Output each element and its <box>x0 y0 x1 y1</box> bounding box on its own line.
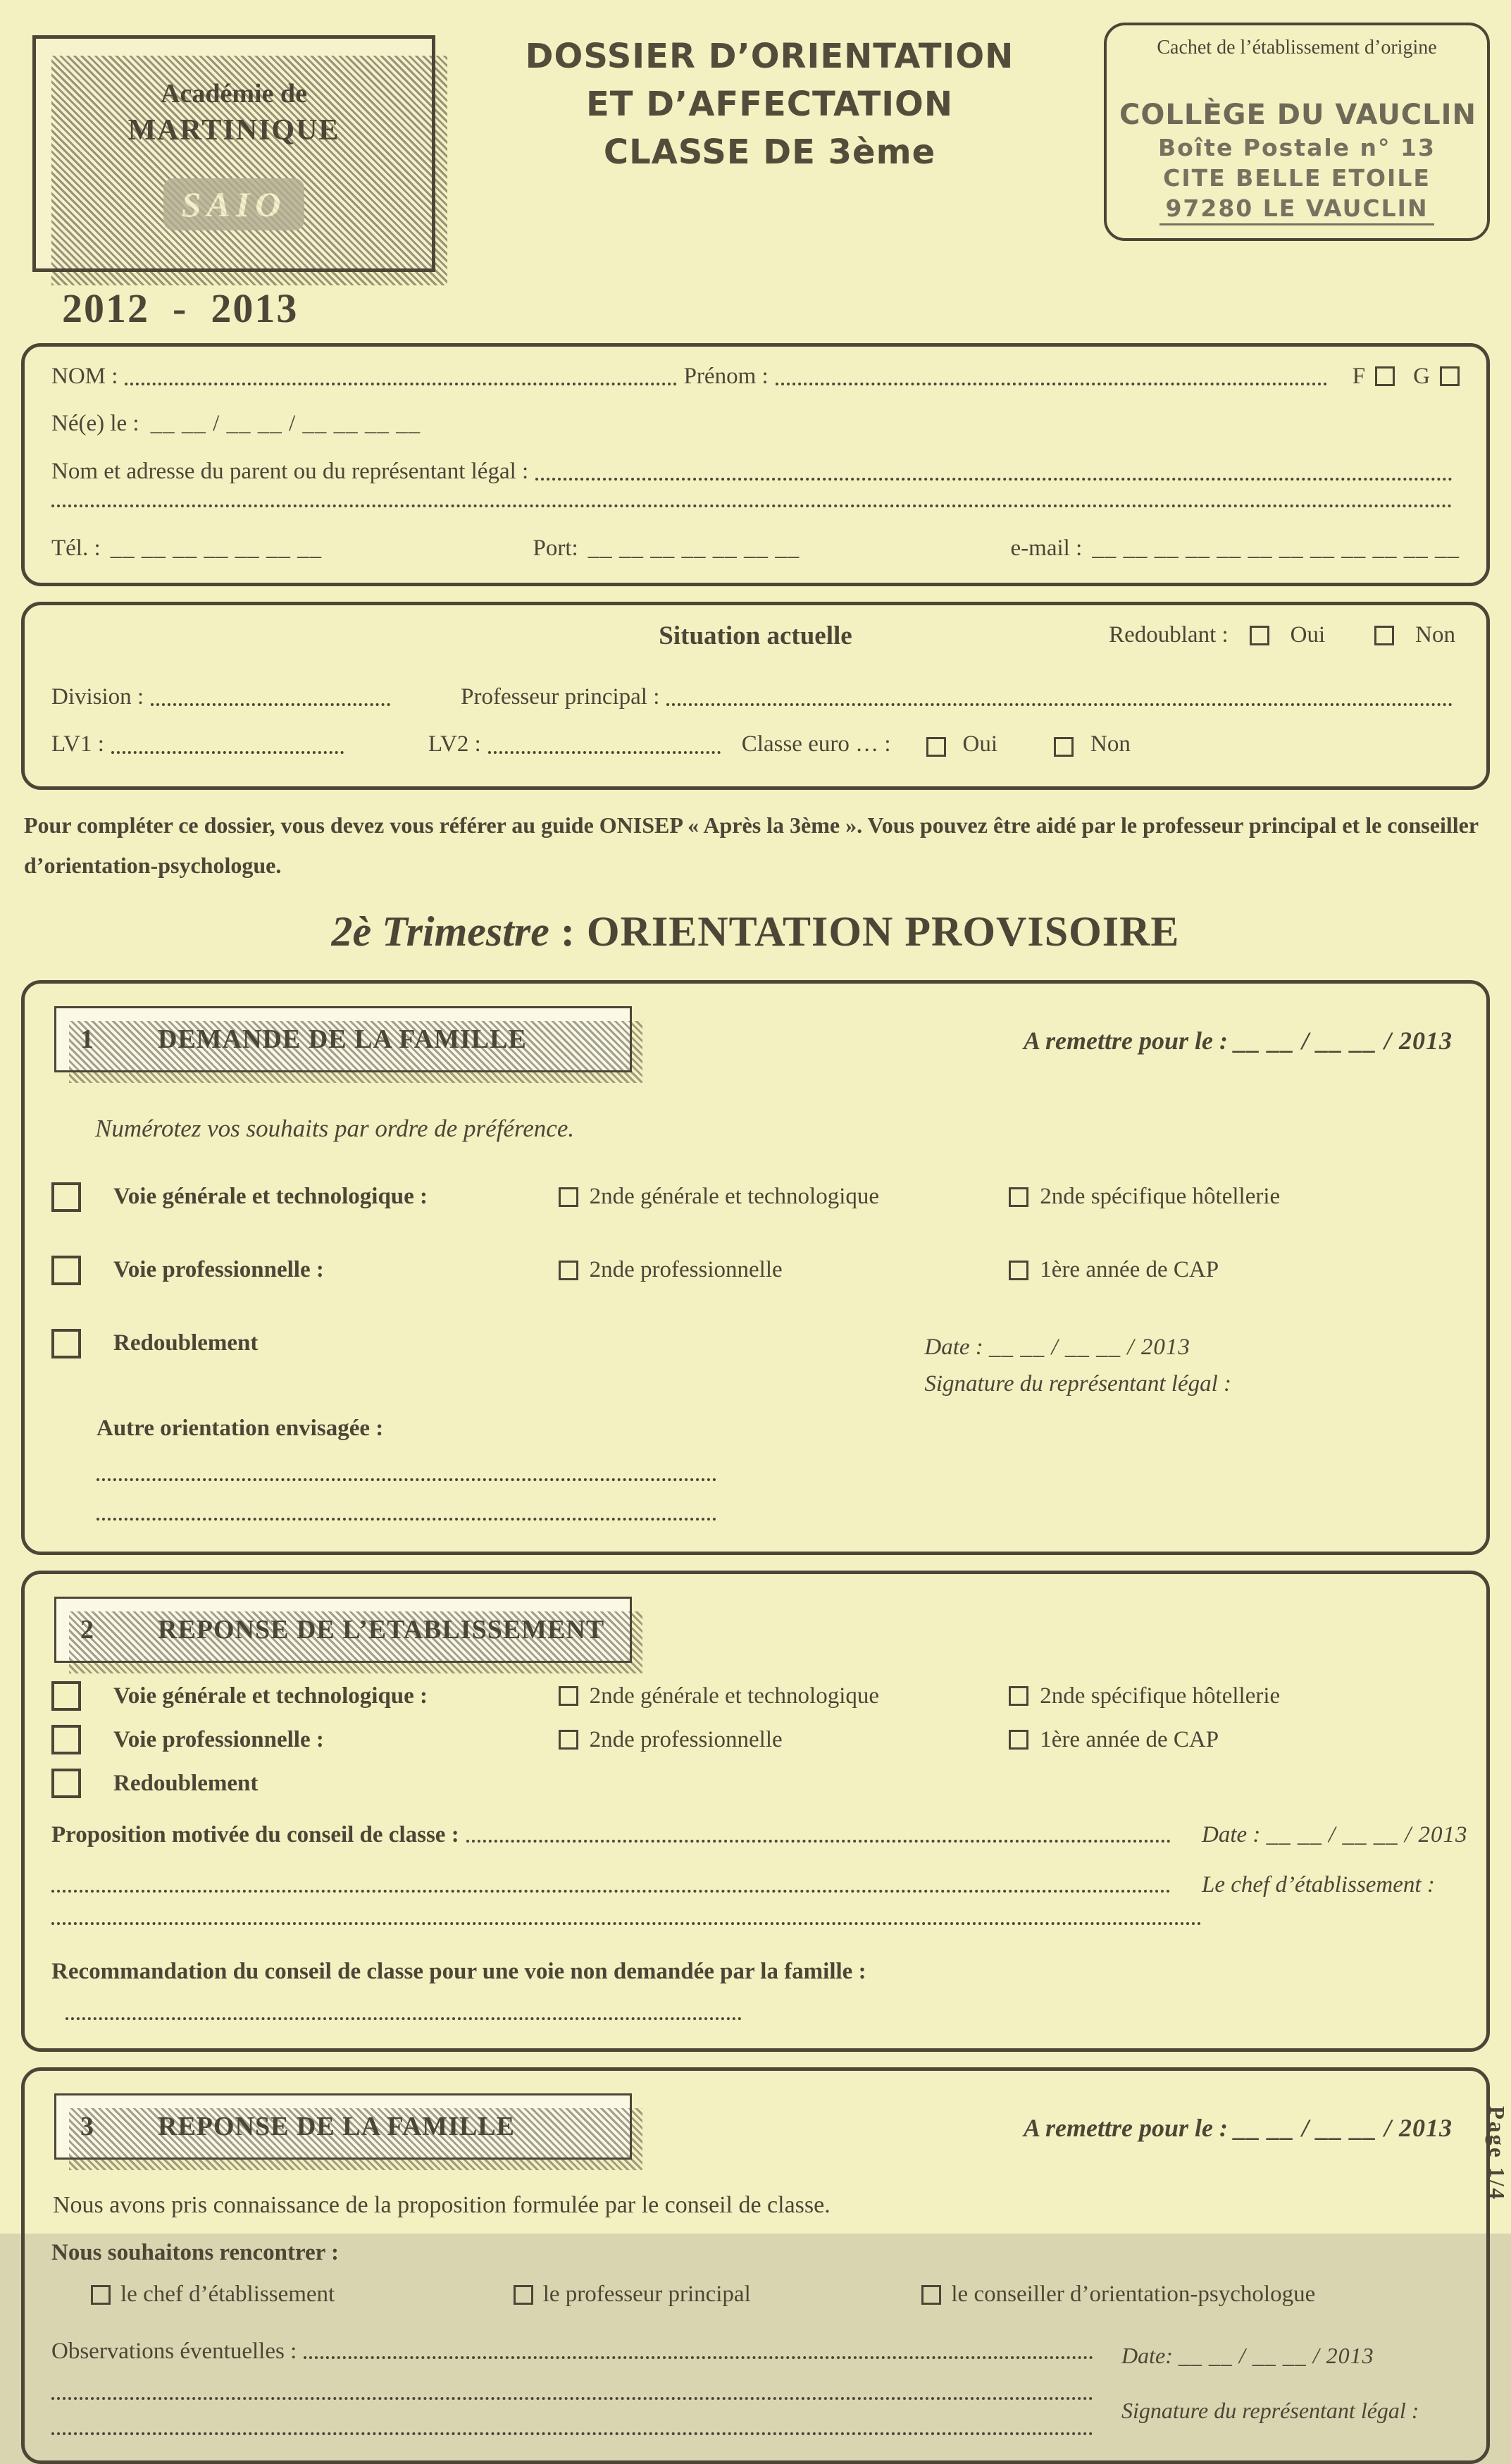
snd-gt-checkbox[interactable] <box>559 1187 578 1207</box>
trimester-heading: 2è Trimestre : ORIENTATION PROVISOIRE <box>331 908 1180 955</box>
section3-band <box>54 2093 632 2160</box>
section3-bottom <box>51 2339 1460 2435</box>
section1-signature-label: Signature du représentant légal : <box>924 1371 1232 1397</box>
birthdate-row <box>51 409 1460 438</box>
chef-etablissement-label: Le chef d’établissement : <box>1202 1872 1435 1898</box>
nom-label: NOM : <box>51 364 118 389</box>
section2-row-redoublement: Redoublement <box>51 1769 1460 1798</box>
section2-title: REPONSE DE L’ETABLISSEMENT <box>158 1615 605 1645</box>
tel-field[interactable]: __ __ __ __ __ __ __ <box>110 535 323 561</box>
section1-header <box>51 999 1460 1091</box>
contact-row <box>51 534 1460 563</box>
page-number: Page 1/4 <box>1485 2105 1510 2201</box>
section3-title: REPONSE DE LA FAMILLE <box>158 2112 515 2142</box>
parent-field[interactable] <box>535 478 1453 481</box>
situation-panel <box>21 602 1490 790</box>
lv2-field[interactable] <box>488 751 721 754</box>
snd-hotellerie-checkbox[interactable] <box>1009 1187 1028 1207</box>
voie-pro-checkbox[interactable] <box>51 1256 81 1285</box>
section-demande-famille <box>21 980 1490 1556</box>
section3-deadline: A remettre pour le : __ __ / __ __ / 2013 <box>1023 2114 1453 2143</box>
section2-date: Date : __ __ / __ __ / 2013 <box>1202 1822 1468 1848</box>
section2-row-voie-pro: Voie professionnelle : 2nde professionnelle 1ère année de CAP <box>51 1725 1460 1754</box>
section1-band <box>54 1006 632 1072</box>
onisep-note: Pour compléter ce dossier, vous devez vous référer au guide ONISEP « Après la 3ème ». Vous pouvez être aidé par le professeur principal et le conseiller d’orientation-psychologue. <box>24 812 1479 879</box>
academy-line1: Académie de <box>161 79 307 109</box>
port-label: Port: <box>533 535 578 561</box>
proposition-field-line2[interactable] <box>51 1890 1171 1893</box>
section1-date-signature: Date : __ __ / __ __ / 2013 Signature du représentant légal : <box>924 1334 1232 1397</box>
prof-label: Professeur principal : <box>461 684 660 710</box>
email-field[interactable]: __ __ __ __ __ __ __ __ __ __ __ __ <box>1092 535 1460 561</box>
section1-deadline: A remettre pour le : __ __ / __ __ / 2013 <box>1023 1026 1453 1055</box>
prenom-label: Prénom : <box>683 364 769 389</box>
email-label: e-mail : <box>1010 535 1083 561</box>
etab-voie-generale-checkbox[interactable] <box>51 1681 81 1711</box>
title-line1: DOSSIER D’ORIENTATION <box>525 37 1014 76</box>
orientation-provisoire-label: ORIENTATION PROVISOIRE <box>586 908 1180 955</box>
etab-redoublement-checkbox[interactable] <box>51 1769 81 1798</box>
voie-generale-checkbox[interactable] <box>51 1182 81 1212</box>
section-reponse-etablissement <box>21 1571 1490 2052</box>
euro-non-checkbox[interactable] <box>1054 737 1074 757</box>
name-row <box>51 362 1460 391</box>
academy-box <box>32 35 435 272</box>
observations-field[interactable] <box>304 2356 1093 2359</box>
situation-title: Situation actuelle <box>659 621 852 650</box>
tel-group <box>51 534 322 563</box>
etab-cap-checkbox[interactable] <box>1009 1730 1028 1750</box>
section1-row-voie-pro: Voie professionnelle : 2nde professionnelle 1ère année de CAP <box>51 1256 1460 1285</box>
rencontrer-label: Nous souhaitons rencontrer : <box>51 2240 339 2266</box>
autre-orientation-field-line1[interactable] <box>97 1478 716 1481</box>
section2-header <box>51 1590 1460 1681</box>
parent-label: Nom et adresse du parent ou du représentant légal : <box>51 458 529 484</box>
division-label: Division : <box>51 684 144 710</box>
observations-field-line3[interactable] <box>51 2432 1093 2435</box>
section3-header <box>51 2086 1460 2178</box>
acknowledgement-text: Nous avons pris connaissance de la proposition formulée par le conseil de classe. <box>53 2192 831 2219</box>
etab-snd-hotellerie-checkbox[interactable] <box>1009 1686 1028 1706</box>
header <box>21 16 1490 272</box>
tel-label: Tél. : <box>51 535 101 561</box>
lv1-field[interactable] <box>111 751 344 754</box>
section-reponse-famille <box>21 2067 1490 2464</box>
nom-field[interactable] <box>125 383 676 385</box>
academy-line2: MARTINIQUE <box>128 114 340 147</box>
stamp-caption: Cachet de l’établissement d’origine <box>1157 37 1437 58</box>
division-field[interactable] <box>151 703 390 706</box>
parent-row2 <box>51 504 1460 513</box>
lv1-label: LV1 : <box>51 731 104 757</box>
section2-date-field[interactable]: __ __ / __ __ / 2013 <box>1266 1822 1468 1848</box>
proposition-field-line3[interactable] <box>51 1922 1202 1925</box>
birth-field[interactable]: __ __ / __ __ / __ __ __ __ <box>150 411 421 437</box>
recommandation-label: Recommandation du conseil de classe pour une voie non demandée par la famille : <box>51 1959 866 1985</box>
sex-f-checkbox[interactable] <box>1375 366 1395 386</box>
prenom-field[interactable] <box>776 383 1327 385</box>
meet-prof-checkbox[interactable] <box>514 2285 533 2305</box>
proposition-row3 <box>51 1922 1460 1931</box>
etab-snd-gt-checkbox[interactable] <box>559 1686 578 1706</box>
meet-chef-checkbox[interactable] <box>91 2285 111 2305</box>
classe-euro-label: Classe euro … : <box>741 731 891 757</box>
observations-field-line2[interactable] <box>51 2397 1093 2400</box>
redoublant-oui-checkbox[interactable] <box>1250 626 1269 645</box>
trimester-label: 2è Trimestre <box>331 908 549 955</box>
snd-pro-checkbox[interactable] <box>559 1261 578 1280</box>
recommandation-field[interactable] <box>66 2017 742 2020</box>
section1-row-voie-generale: Voie générale et technologique : 2nde générale et technologique 2nde spécifique hôtellerie <box>51 1182 1460 1212</box>
sex-g: G <box>1413 362 1460 391</box>
stamp-school-name: COLLÈGE DU VAUCLIN <box>1119 99 1477 131</box>
stamp-box <box>1104 23 1490 241</box>
saio-logo: SAIO <box>163 178 305 230</box>
birth-label: Né(e) le : <box>51 411 139 437</box>
observations-label: Observations éventuelles : <box>51 2339 297 2365</box>
section1-instruction: Numérotez vos souhaits par ordre de préférence. <box>95 1114 575 1142</box>
stamp-postal: 97280 LE VAUCLIN <box>1119 194 1474 225</box>
title-line3: CLASSE DE 3ème <box>603 132 936 173</box>
redoublant-oui-label: Oui <box>1290 622 1326 648</box>
section2-number: 2 <box>80 1615 94 1645</box>
proposition-field[interactable] <box>466 1840 1171 1843</box>
autre-orientation-label: Autre orientation envisagée : <box>97 1416 384 1442</box>
redoublant-label: Redoublant : <box>1109 622 1229 648</box>
redoublant-group <box>1109 622 1455 648</box>
sex-g-checkbox[interactable] <box>1440 366 1460 386</box>
section1-row-redoublement: Redoublement Date : __ __ / __ __ / 2013 Signature du représentant légal : <box>51 1329 1460 1404</box>
lv2-label: LV2 : <box>428 731 481 757</box>
division-row <box>51 683 1460 712</box>
meet-cop-checkbox[interactable] <box>921 2285 941 2305</box>
school-year: 2012 - 2013 <box>62 285 299 331</box>
sex-f: F <box>1353 362 1395 391</box>
stamp-city: CITE BELLE ETOILE <box>1163 164 1431 192</box>
section3-number: 3 <box>80 2112 94 2142</box>
proposition-row: Proposition motivée du conseil de classe : Date : __ __ / __ __ / 2013 <box>51 1822 1468 1848</box>
prof-field[interactable] <box>666 703 1453 706</box>
meet-options-row: le chef d’établissement le professeur principal le conseiller d’orientation-psychologue <box>51 2282 1460 2308</box>
euro-oui-label: Oui <box>962 731 997 757</box>
cap-checkbox[interactable] <box>1009 1261 1028 1280</box>
redoublant-non-checkbox[interactable] <box>1374 626 1394 645</box>
identity-panel <box>21 343 1490 586</box>
port-group <box>533 534 800 563</box>
section3-date-signature: Date: __ __ / __ __ / 2013 Signature du représentant légal : <box>1121 2339 1460 2435</box>
section3-deadline-field[interactable]: __ __ / __ __ / 2013 <box>1233 2114 1453 2143</box>
observations-row <box>51 2339 1121 2365</box>
section1-deadline-field[interactable]: __ __ / __ __ / 2013 <box>1233 1026 1453 1055</box>
document-title <box>461 32 1078 176</box>
section2-row-voie-generale: Voie générale et technologique : 2nde générale et technologique 2nde spécifique hôtellerie <box>51 1681 1460 1711</box>
situation-header <box>51 621 1460 662</box>
parent-row <box>51 457 1460 486</box>
section3-signature-label: Signature du représentant légal : <box>1121 2398 1419 2424</box>
section1-number: 1 <box>80 1024 94 1054</box>
lv-row <box>51 730 1460 759</box>
title-line2: ET D’AFFECTATION <box>585 85 954 125</box>
email-group <box>1011 534 1460 563</box>
section1-title: DEMANDE DE LA FAMILLE <box>158 1024 527 1054</box>
etab-voie-pro-checkbox[interactable] <box>51 1725 81 1754</box>
section1-date-field[interactable]: __ __ / __ __ / 2013 <box>989 1334 1190 1360</box>
parent-field-line2[interactable] <box>51 504 1453 507</box>
euro-non-label: Non <box>1090 731 1131 757</box>
redoublant-non-label: Non <box>1415 622 1455 648</box>
etab-snd-pro-checkbox[interactable] <box>559 1730 578 1750</box>
autre-orientation-field-line2[interactable] <box>97 1518 716 1521</box>
stamp-po-box: Boîte Postale n° 13 <box>1158 134 1436 161</box>
port-field[interactable]: __ __ __ __ __ __ __ <box>587 535 800 561</box>
section3-date-field[interactable]: __ __ / __ __ / 2013 <box>1178 2343 1374 2369</box>
proposition-row2 <box>51 1872 1460 1898</box>
section2-band <box>54 1597 632 1663</box>
redoublement-checkbox[interactable] <box>51 1329 81 1358</box>
euro-oui-checkbox[interactable] <box>926 737 946 757</box>
